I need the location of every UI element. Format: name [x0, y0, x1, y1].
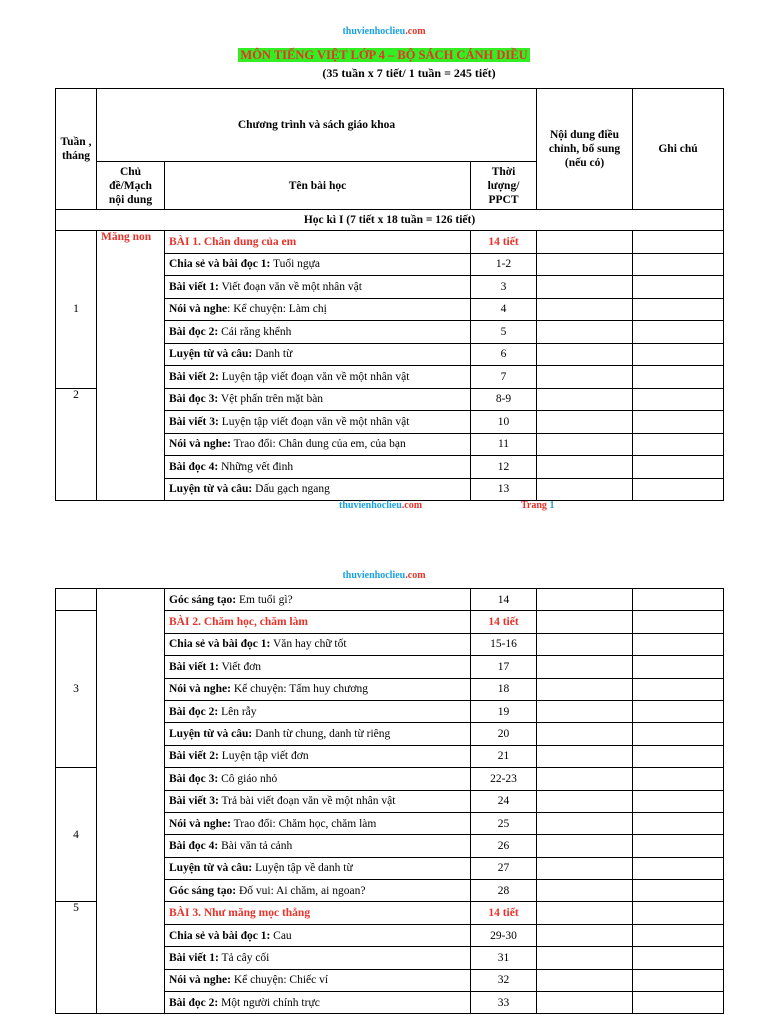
page2_rows.12-ppct: 27 [471, 857, 537, 879]
page2_rows.18-ppct: 33 [471, 992, 537, 1014]
page2_rows.8-lesson: Bài đọc 3: Cô giáo nhỏ [165, 768, 471, 790]
page1_rows.5-adjust [537, 343, 633, 366]
page1_rows.7-note [633, 388, 724, 411]
page1_rows.11-lesson: Luyện từ và câu: Dấu gạch ngang [165, 478, 471, 501]
page2_rows.15-adjust [537, 924, 633, 946]
page2_rows.10-ppct: 25 [471, 812, 537, 834]
page2_rows.6-ppct: 20 [471, 723, 537, 745]
page2_rows.15-note [633, 924, 724, 946]
page1_rows.9-adjust [537, 433, 633, 456]
week-cell: 4 [56, 768, 97, 902]
page2_rows.1-ppct: 14 tiết [471, 611, 537, 633]
page2_rows.0-note [633, 589, 724, 611]
week-cell: 5 [56, 902, 97, 1014]
page2_rows.5-lesson: Bài đọc 2: Lên rẫy [165, 700, 471, 722]
page2_rows.1-lesson: BÀI 2. Chăm học, chăm làm [165, 611, 471, 633]
page1_rows.11-adjust [537, 478, 633, 501]
page1_rows.6-ppct: 7 [471, 366, 537, 389]
page2_rows.7-lesson: Bài viết 2: Luyện tập viết đơn [165, 745, 471, 767]
page2_rows.16-note [633, 947, 724, 969]
site-header-page2: thuvienhoclieu.com [342, 570, 426, 581]
page2_rows.11-adjust [537, 835, 633, 857]
page1_rows.1-lesson: Chia sẻ và bài đọc 1: Tuổi ngựa [165, 253, 471, 276]
page2_rows.3-lesson: Bài viết 1: Viết đơn [165, 656, 471, 678]
page1_rows.9-lesson: Nói và nghe: Trao đổi: Chân dung của em, của bạn [165, 433, 471, 456]
page1_rows.2-note [633, 276, 724, 299]
page2_rows.18-adjust [537, 992, 633, 1014]
page2_rows.13-note [633, 880, 724, 902]
page1_rows.6-adjust [537, 366, 633, 389]
page2_rows.13-adjust [537, 880, 633, 902]
week-cell: 1 [56, 231, 97, 389]
page1_rows.7-lesson: Bài đọc 3: Vệt phấn trên mặt bàn [165, 388, 471, 411]
page1_rows.8-adjust [537, 411, 633, 434]
page2_rows.8-adjust [537, 768, 633, 790]
page1_rows.3-adjust [537, 298, 633, 321]
page2_rows.18-note [633, 992, 724, 1014]
page2_rows.11-lesson: Bài đọc 4: Bài văn tả cảnh [165, 835, 471, 857]
page1_rows.8-ppct: 10 [471, 411, 537, 434]
page2_rows.7-ppct: 21 [471, 745, 537, 767]
page1_rows.6-lesson: Bài viết 2: Luyện tập viết đoạn văn về một nhân vật [165, 366, 471, 389]
header-note: Ghi chú [633, 89, 724, 210]
page1_rows.9-note [633, 433, 724, 456]
page1_rows.5-note [633, 343, 724, 366]
page1_rows.7-adjust [537, 388, 633, 411]
page2_rows.14-note [633, 902, 724, 924]
page1_rows.9-ppct: 11 [471, 433, 537, 456]
page2_rows.6-note [633, 723, 724, 745]
topic-cell: Măng non [97, 231, 165, 501]
page2_rows.16-ppct: 31 [471, 947, 537, 969]
page-subtitle: (35 tuần x 7 tiết/ 1 tuần = 245 tiết) [322, 66, 496, 80]
page-title: MÔN TIẾNG VIỆT LỚP 4 – BỘ SÁCH CÁNH DIỀU [240, 48, 528, 62]
page1_rows.1-adjust [537, 253, 633, 276]
page1_rows.10-note [633, 456, 724, 479]
page2_rows.14-lesson: BÀI 3. Như măng mọc thẳng [165, 902, 471, 924]
page2_rows.5-ppct: 19 [471, 700, 537, 722]
page2_rows.0-ppct: 14 [471, 589, 537, 611]
page1_rows.4-ppct: 5 [471, 321, 537, 344]
curriculum-table-page2 [55, 588, 724, 1014]
page-number: Trang 1 [521, 500, 555, 511]
page2_rows.15-lesson: Chia sẻ và bài đọc 1: Cau [165, 924, 471, 946]
topic-cell-empty [97, 589, 165, 1014]
curriculum-table-page1 [55, 88, 724, 501]
week-cell: 3 [56, 611, 97, 768]
page2_rows.12-lesson: Luyện từ và câu: Luyện tập về danh từ [165, 857, 471, 879]
page1_rows.7-ppct: 8-9 [471, 388, 537, 411]
page1_rows.4-lesson: Bài đọc 2: Cái răng khểnh [165, 321, 471, 344]
page2_rows.16-adjust [537, 947, 633, 969]
week-cell: 2 [56, 388, 97, 501]
page2_rows.4-lesson: Nói và nghe: Kể chuyện: Tấm huy chương [165, 678, 471, 700]
page1_rows.0-note [633, 231, 724, 254]
page2_rows.18-lesson: Bài đọc 2: Một người chính trực [165, 992, 471, 1014]
page1_rows.2-lesson: Bài viết 1: Viết đoạn văn về một nhân vật [165, 276, 471, 299]
page1_rows.0-ppct: 14 tiết [471, 231, 537, 254]
page2_rows.6-lesson: Luyện từ và câu: Danh từ chung, danh từ riêng [165, 723, 471, 745]
page2_rows.13-lesson: Góc sáng tạo: Đố vui: Ai chăm, ai ngoan? [165, 880, 471, 902]
page2_rows.15-ppct: 29-30 [471, 924, 537, 946]
page2_rows.1-adjust [537, 611, 633, 633]
page2_rows.9-lesson: Bài viết 3: Trả bài viết đoạn văn về một nhân vật [165, 790, 471, 812]
page1_rows.4-adjust [537, 321, 633, 344]
page2_rows.17-ppct: 32 [471, 969, 537, 991]
page1_rows.5-ppct: 6 [471, 343, 537, 366]
page2_rows.7-adjust [537, 745, 633, 767]
page2_rows.5-note [633, 700, 724, 722]
week-cell-empty [56, 589, 97, 611]
page1_rows.3-ppct: 4 [471, 298, 537, 321]
page1_rows.10-ppct: 12 [471, 456, 537, 479]
page1_rows.11-ppct: 13 [471, 478, 537, 501]
page2_rows.12-adjust [537, 857, 633, 879]
page2_rows.0-lesson: Góc sáng tạo: Em tuổi gì? [165, 589, 471, 611]
page2_rows.16-lesson: Bài viết 1: Tả cây cối [165, 947, 471, 969]
page2_rows.7-note [633, 745, 724, 767]
page1_rows.0-adjust [537, 231, 633, 254]
page2_rows.8-note [633, 768, 724, 790]
site-footer: thuvienhoclieu.com [339, 500, 423, 511]
page2_rows.0-adjust [537, 589, 633, 611]
page1_rows.10-lesson: Bài đọc 4: Những vết đinh [165, 456, 471, 479]
page2_rows.3-ppct: 17 [471, 656, 537, 678]
page2_rows.17-lesson: Nói và nghe: Kể chuyện: Chiếc ví [165, 969, 471, 991]
page1_rows.5-lesson: Luyện từ và câu: Danh từ [165, 343, 471, 366]
page2_rows.10-adjust [537, 812, 633, 834]
page2_rows.3-note [633, 656, 724, 678]
page2_rows.2-note [633, 633, 724, 655]
page1_rows.8-note [633, 411, 724, 434]
page2_rows.11-ppct: 26 [471, 835, 537, 857]
page2_rows.14-adjust [537, 902, 633, 924]
page1_rows.10-adjust [537, 456, 633, 479]
page2_rows.2-lesson: Chia sẻ và bài đọc 1: Văn hay chữ tốt [165, 633, 471, 655]
site-header-top: thuvienhoclieu.com [342, 26, 426, 37]
header-topic: Chủ đề/Mạch nội dung [97, 162, 165, 210]
table-row [56, 231, 724, 254]
page2_rows.9-note [633, 790, 724, 812]
page2_rows.10-note [633, 812, 724, 834]
semester-row: Học kì I (7 tiết x 18 tuần = 126 tiết) [56, 210, 724, 231]
page2_rows.9-ppct: 24 [471, 790, 537, 812]
page2_rows.13-ppct: 28 [471, 880, 537, 902]
page1_rows.11-note [633, 478, 724, 501]
page2_rows.6-adjust [537, 723, 633, 745]
header-week: Tuần , tháng [56, 89, 97, 210]
page2_rows.14-ppct: 14 tiết [471, 902, 537, 924]
header-adjust: Nội dung điều chỉnh, bổ sung (nếu có) [537, 89, 633, 210]
header-lesson: Tên bài học [165, 162, 471, 210]
page2_rows.17-adjust [537, 969, 633, 991]
table-row [56, 589, 724, 611]
page2_rows.17-note [633, 969, 724, 991]
page2_rows.11-note [633, 835, 724, 857]
page1_rows.4-note [633, 321, 724, 344]
page2_rows.8-ppct: 22-23 [471, 768, 537, 790]
page2_rows.4-note [633, 678, 724, 700]
page1_rows.6-note [633, 366, 724, 389]
page1_rows.8-lesson: Bài viết 3: Luyện tập viết đoạn văn về một nhân vật [165, 411, 471, 434]
page1_rows.0-lesson: BÀI 1. Chân dung của em [165, 231, 471, 254]
header-duration: Thời lượng/ PPCT [471, 162, 537, 210]
page1_rows.2-ppct: 3 [471, 276, 537, 299]
page1_rows.3-note [633, 298, 724, 321]
page2_rows.2-adjust [537, 633, 633, 655]
page1_rows.1-note [633, 253, 724, 276]
page2_rows.4-ppct: 18 [471, 678, 537, 700]
page2_rows.4-adjust [537, 678, 633, 700]
page1_rows.1-ppct: 1-2 [471, 253, 537, 276]
page1_rows.3-lesson: Nói và nghe: Kể chuyện: Làm chị [165, 298, 471, 321]
page2_rows.12-note [633, 857, 724, 879]
header-program: Chương trình và sách giáo khoa [97, 89, 537, 162]
page2_rows.2-ppct: 15-16 [471, 633, 537, 655]
page1_rows.2-adjust [537, 276, 633, 299]
page2_rows.1-note [633, 611, 724, 633]
page2_rows.3-adjust [537, 656, 633, 678]
page2_rows.10-lesson: Nói và nghe: Trao đổi: Chăm học, chăm làm [165, 812, 471, 834]
page2_rows.5-adjust [537, 700, 633, 722]
page2_rows.9-adjust [537, 790, 633, 812]
